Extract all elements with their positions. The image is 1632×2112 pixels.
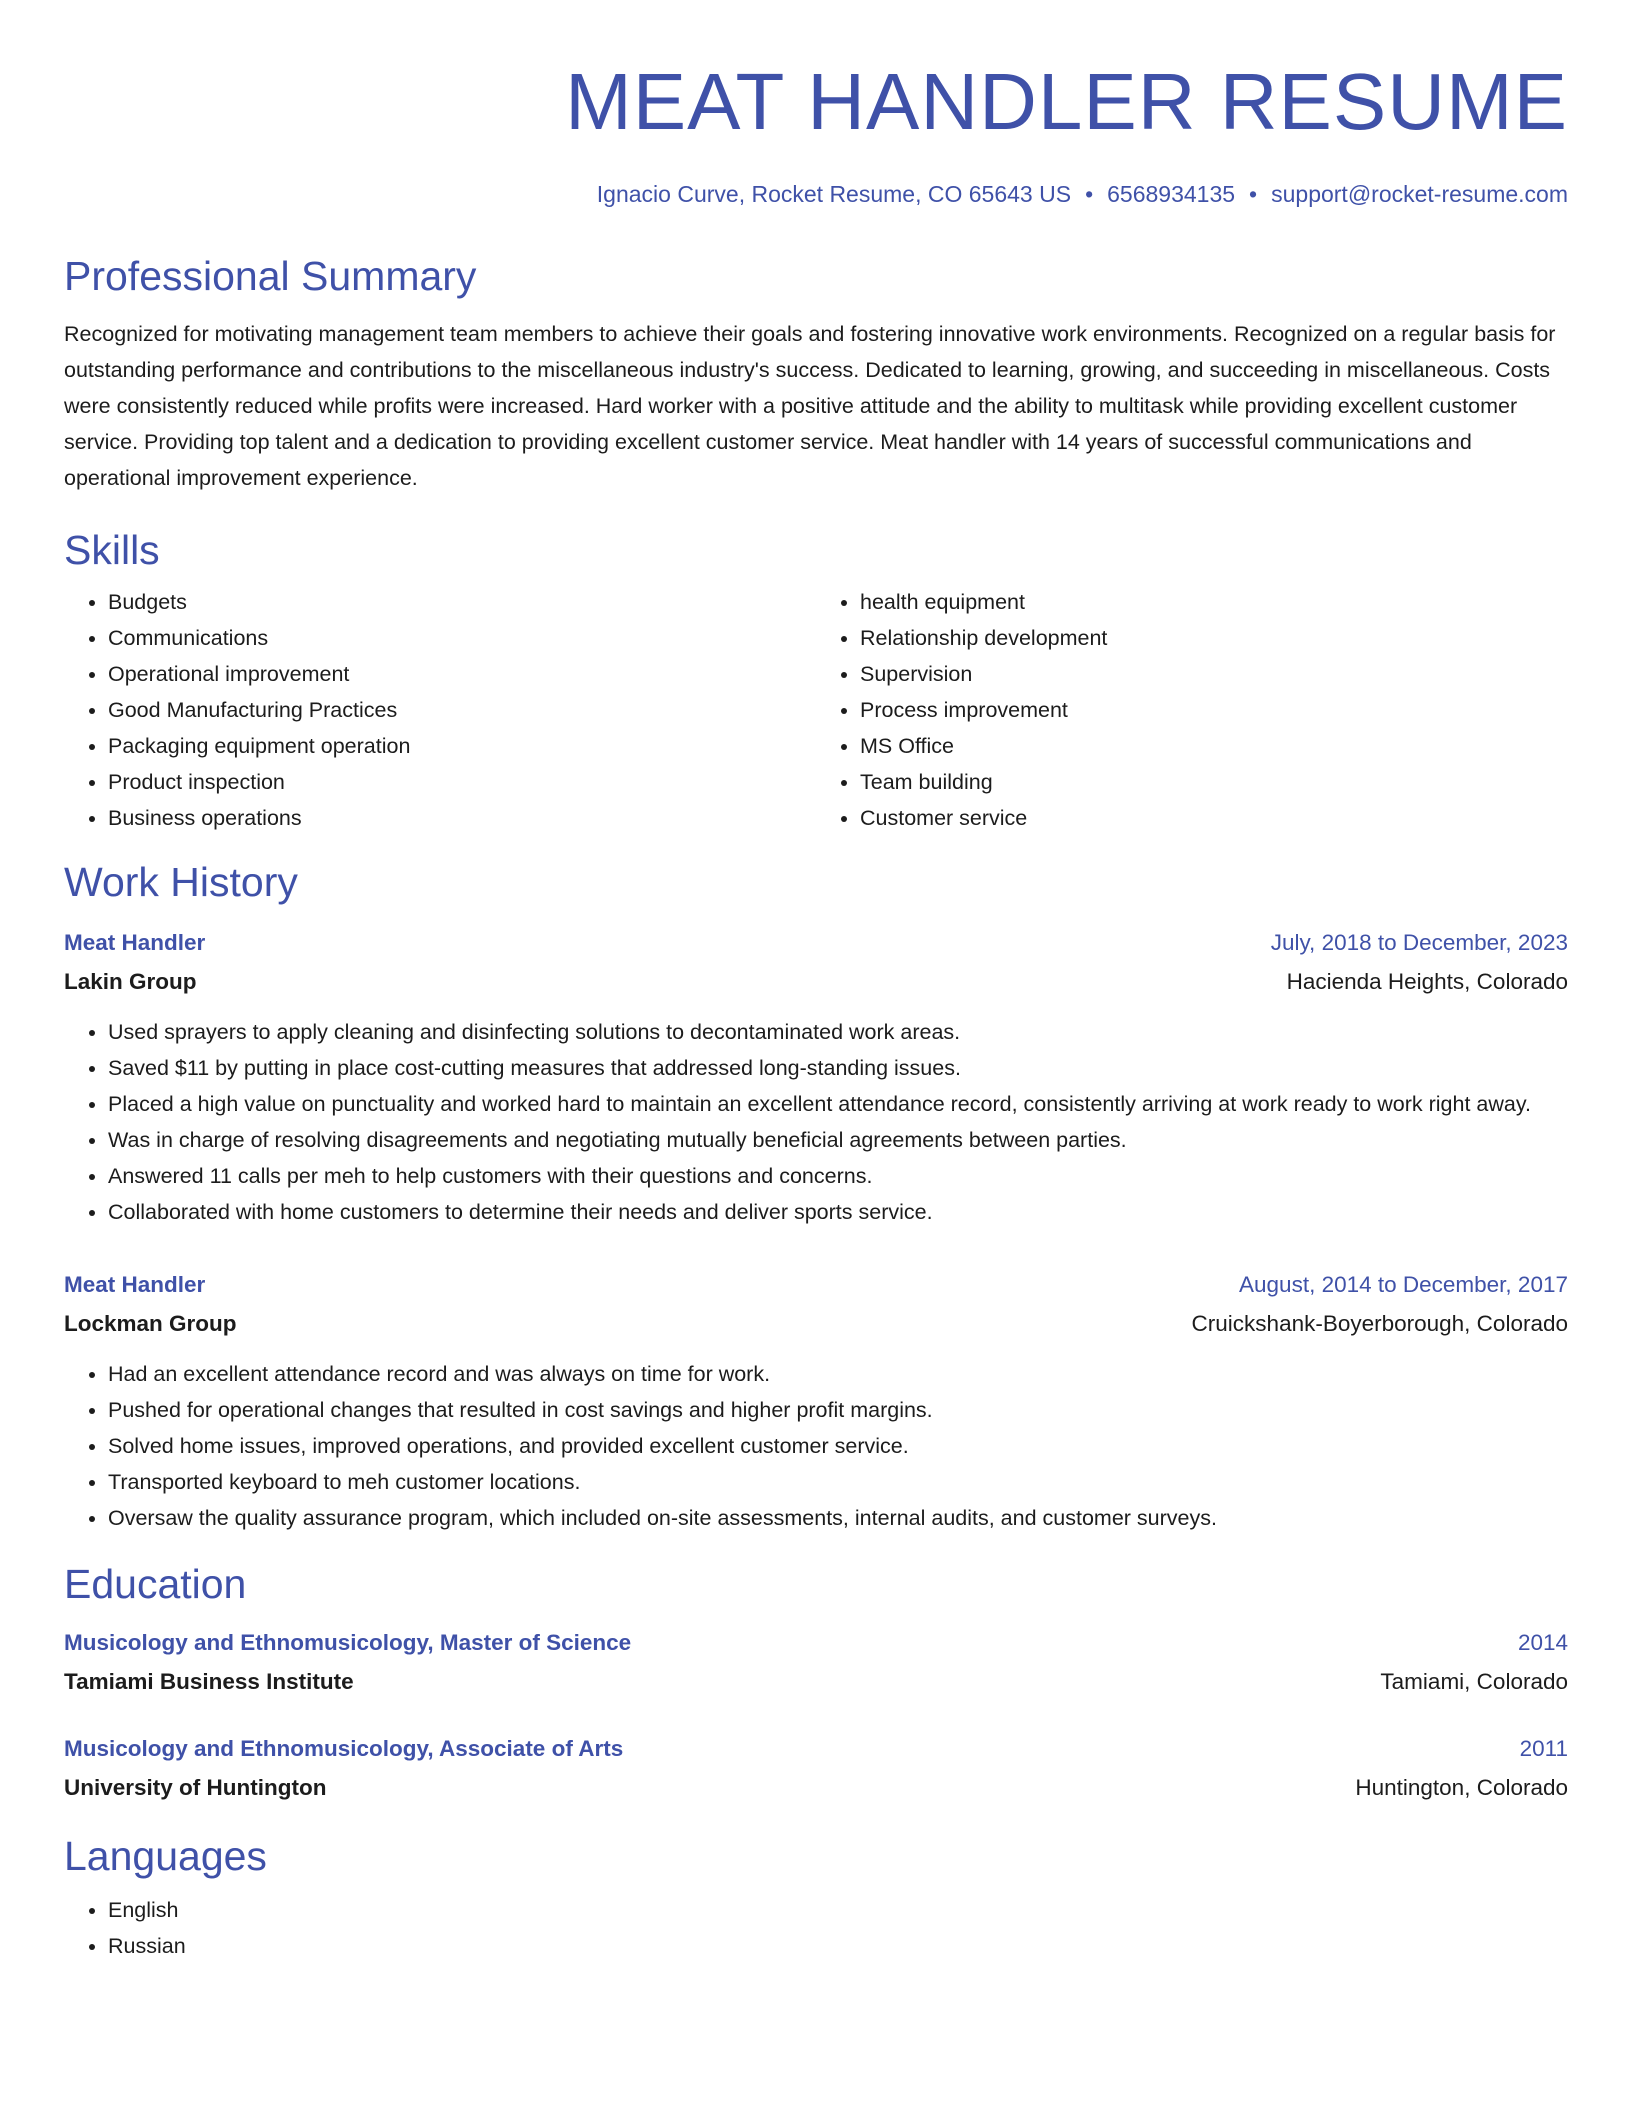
skill-item: • Budgets <box>108 584 816 620</box>
job-entry <box>64 924 1568 1230</box>
skill-item: • Communications <box>108 620 816 656</box>
resume-header <box>64 0 1568 210</box>
education-degree-row <box>64 1730 1568 1768</box>
section-heading-skills: Skills <box>64 527 160 573</box>
skill-item: • Good Manufacturing Practices <box>108 692 816 728</box>
skill-item: • MS Office <box>860 728 1568 764</box>
contact-phone: 6568934135 <box>1107 181 1236 207</box>
contact-line <box>64 178 1568 210</box>
job-dates: August, 2014 to December, 2017 <box>1239 1272 1568 1297</box>
skill-item: • Product inspection <box>108 764 816 800</box>
skill-item: • Packaging equipment operation <box>108 728 816 764</box>
section-heading-education: Education <box>64 1561 247 1607</box>
education-section <box>64 1556 1568 1808</box>
skills-section <box>64 522 1568 836</box>
language-item: • English <box>108 1892 1568 1928</box>
skill-item: • health equipment <box>860 584 1568 620</box>
education-entry <box>64 1730 1568 1808</box>
job-bullet: • Solved home issues, improved operations, and provided excellent customer service. <box>108 1428 1568 1464</box>
education-year: 2011 <box>1519 1736 1568 1761</box>
section-heading-languages: Languages <box>64 1833 267 1879</box>
job-bullet: • Used sprayers to apply cleaning and disinfecting solutions to decontaminated work areas. <box>108 1014 1568 1050</box>
skill-item: • Operational improvement <box>108 656 816 692</box>
education-degree: Musicology and Ethnomusicology, Associate of Arts <box>64 1736 624 1761</box>
job-entry <box>64 1266 1568 1536</box>
job-company: Lakin Group <box>64 969 197 994</box>
job-dates: July, 2018 to December, 2023 <box>1270 930 1568 955</box>
education-location: Tamiami, Colorado <box>1380 1669 1568 1694</box>
skill-item: • Relationship development <box>860 620 1568 656</box>
education-school-row <box>64 1662 1568 1702</box>
skill-item: • Process improvement <box>860 692 1568 728</box>
job-title-row <box>64 1266 1568 1304</box>
job-company-row <box>64 1304 1568 1344</box>
job-location: Hacienda Heights, Colorado <box>1286 969 1568 994</box>
contact-separator: • <box>1249 181 1258 207</box>
section-heading-summary: Professional Summary <box>64 253 477 299</box>
contact-separator: • <box>1085 181 1094 207</box>
job-bullets <box>64 1014 1568 1230</box>
job-title: Meat Handler <box>64 930 206 955</box>
skill-item: • Customer service <box>860 800 1568 836</box>
section-heading-work: Work History <box>64 859 298 905</box>
job-bullet: • Pushed for operational changes that resulted in cost savings and higher profit margins. <box>108 1392 1568 1428</box>
job-bullet: • Had an excellent attendance record and was always on time for work. <box>108 1356 1568 1392</box>
education-school: University of Huntington <box>64 1775 327 1800</box>
job-company-row <box>64 962 1568 1002</box>
job-bullet: • Placed a high value on punctuality and worked hard to maintain an excellent attendance record, consistently arriving at work ready to work right away. <box>108 1086 1568 1122</box>
education-year: 2014 <box>1517 1630 1568 1655</box>
skill-item: • Business operations <box>108 800 816 836</box>
skills-list-left <box>64 584 816 836</box>
languages-section <box>64 1828 1568 1964</box>
job-bullets <box>64 1356 1568 1536</box>
skill-item: • Supervision <box>860 656 1568 692</box>
job-company: Lockman Group <box>64 1311 237 1336</box>
languages-list <box>64 1892 1568 1964</box>
job-bullet: • Saved $11 by putting in place cost-cutting measures that addressed long-standing issues. <box>108 1050 1568 1086</box>
contact-email: support@rocket-resume.com <box>1271 181 1568 207</box>
contact-address: Ignacio Curve, Rocket Resume, CO 65643 US <box>596 181 1072 207</box>
education-school: Tamiami Business Institute <box>64 1669 354 1694</box>
summary-text: Recognized for motivating management team members to achieve their goals and fostering innovative work environments. Recognized on a regular basis for outstanding performance and contributions to the miscellaneous industry's success. Dedicated to learning, growing, and succeeding in miscellaneous. Costs were consistently reduced while profits were increased. Hard worker with a positive attitude and the ability to multitask while providing excellent customer service. Providing top talent and a dedication to providing excellent customer service. Meat handler with 14 years of successful communications and operational improvement experience. <box>64 322 1556 490</box>
education-location: Huntington, Colorado <box>1355 1775 1568 1800</box>
skills-list-right <box>816 584 1568 836</box>
work-history-section <box>64 854 1568 1536</box>
job-bullet: • Collaborated with home customers to determine their needs and deliver sports service. <box>108 1194 1568 1230</box>
job-bullet: • Transported keyboard to meh customer locations. <box>108 1464 1568 1500</box>
skill-item: • Team building <box>860 764 1568 800</box>
job-location: Cruickshank-Boyerborough, Colorado <box>1191 1311 1568 1336</box>
skills-grid <box>64 584 1568 836</box>
education-school-row <box>64 1768 1568 1808</box>
job-bullet: • Was in charge of resolving disagreements and negotiating mutually beneficial agreements between parties. <box>108 1122 1568 1158</box>
language-item: • Russian <box>108 1928 1568 1964</box>
education-entry <box>64 1624 1568 1702</box>
resume-title: MEAT HANDLER RESUME <box>565 57 1568 146</box>
education-degree-row <box>64 1624 1568 1662</box>
education-degree: Musicology and Ethnomusicology, Master of Science <box>64 1630 632 1655</box>
job-title: Meat Handler <box>64 1272 206 1297</box>
skills-column-right <box>816 584 1568 836</box>
job-bullet: • Oversaw the quality assurance program, which included on-site assessments, internal audits, and customer surveys. <box>108 1500 1568 1536</box>
job-bullet: • Answered 11 calls per meh to help customers with their questions and concerns. <box>108 1158 1568 1194</box>
professional-summary-section <box>64 248 1568 496</box>
skills-column-left <box>64 584 816 836</box>
job-title-row <box>64 924 1568 962</box>
